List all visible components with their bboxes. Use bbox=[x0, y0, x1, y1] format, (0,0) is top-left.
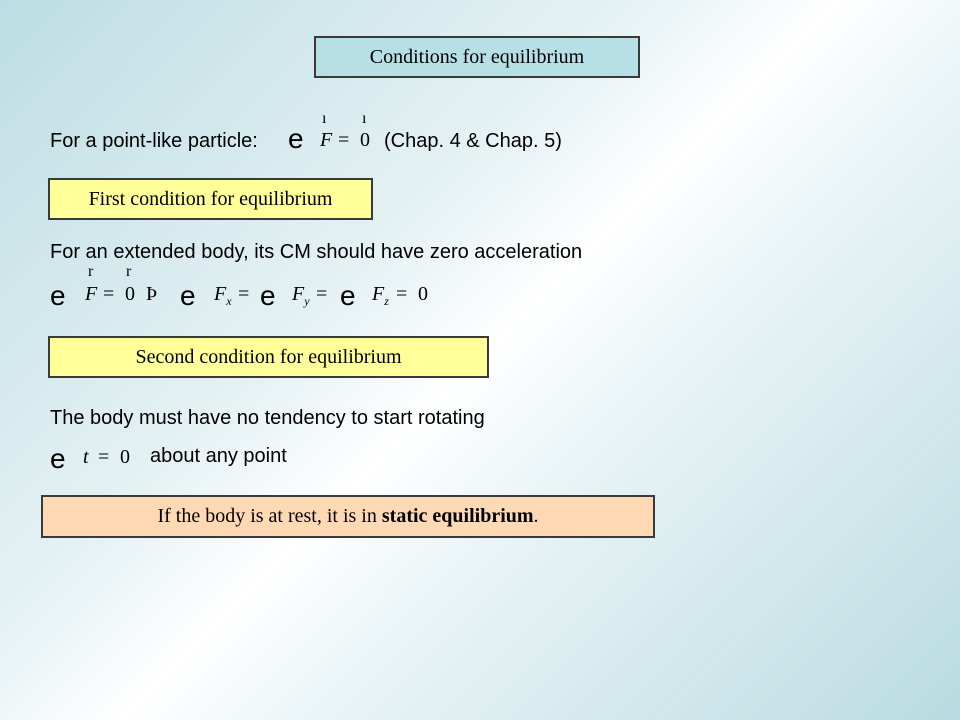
second-condition-box bbox=[48, 336, 489, 378]
zero-value: 0 bbox=[120, 446, 130, 468]
zero-value: 0 bbox=[418, 283, 428, 305]
second-condition-label: Second condition for equilibrium bbox=[135, 345, 402, 368]
static-equilibrium-box bbox=[41, 495, 655, 538]
equals-sign: = bbox=[98, 446, 110, 468]
force-symbol: F bbox=[320, 129, 333, 151]
equals-sign: = bbox=[316, 283, 328, 305]
chapter-reference: (Chap. 4 & Chap. 5) bbox=[384, 130, 562, 152]
extended-body-text: For an extended body, its CM should have zero acceleration bbox=[50, 241, 583, 263]
torque-symbol: t bbox=[83, 446, 89, 468]
title-box bbox=[314, 36, 640, 78]
vector-mark-f: r bbox=[88, 263, 94, 280]
vector-arrow-mark: ı bbox=[322, 110, 327, 127]
sum-symbol: e bbox=[180, 280, 196, 311]
sum-symbol: e bbox=[288, 123, 304, 154]
sum-symbol: e bbox=[50, 443, 66, 474]
sum-symbol: e bbox=[340, 280, 356, 311]
sum-symbol: e bbox=[50, 280, 66, 311]
force-symbol: F bbox=[85, 283, 98, 305]
equals-sign: = bbox=[338, 129, 350, 151]
static-equilibrium-term: static equilibrium bbox=[381, 505, 534, 527]
equals-sign: = bbox=[238, 283, 250, 305]
zero-value: 0 bbox=[360, 129, 370, 151]
sum-symbol: e bbox=[260, 280, 276, 311]
static-equilibrium-text: If the body is at rest, it is in static equilibrium. bbox=[157, 505, 539, 527]
force-x-symbol: $F_x$ bbox=[214, 283, 232, 308]
first-condition-box bbox=[48, 178, 373, 220]
slide-title: Conditions for equilibrium bbox=[369, 45, 585, 68]
equals-sign: = bbox=[103, 283, 115, 305]
first-condition-label: First condition for equilibrium bbox=[88, 187, 333, 210]
zero-value: 0 bbox=[125, 283, 135, 305]
point-particle-label: For a point-like particle: bbox=[50, 130, 258, 152]
vector-mark-zero: r bbox=[126, 263, 132, 280]
force-z-symbol: $F_z$ bbox=[372, 283, 389, 308]
rotation-text: The body must have no tendency to start rotating bbox=[50, 407, 485, 429]
vector-arrow-mark-zero: ı bbox=[362, 110, 367, 127]
about-any-point-text: about any point bbox=[150, 445, 287, 467]
equals-sign: = bbox=[396, 283, 408, 305]
implies-symbol: Þ bbox=[146, 283, 158, 305]
force-y-symbol: $F_y$ bbox=[292, 283, 310, 308]
